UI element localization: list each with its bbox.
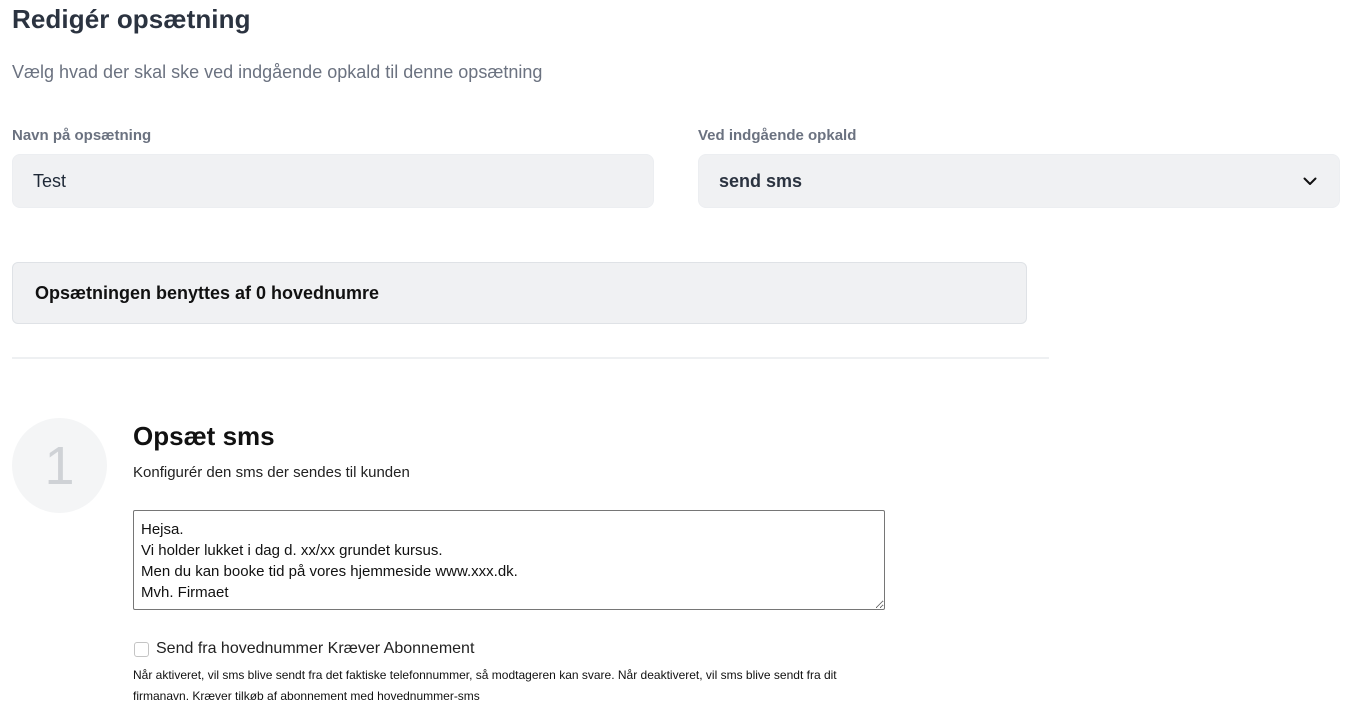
section-divider (12, 357, 1049, 359)
chevron-down-icon (1303, 173, 1319, 189)
step-number-badge (12, 418, 107, 513)
section-title: Opsæt sms (133, 421, 275, 451)
setup-name-label: Navn på opsætning (12, 127, 152, 144)
incoming-call-select[interactable] (698, 154, 1340, 208)
usage-info-text: Opsætningen benyttes af 0 hovednumre (35, 282, 380, 303)
send-from-main-number-checkbox[interactable] (134, 642, 149, 657)
section-description: Konfigurér den sms der sendes til kunden (133, 464, 410, 481)
setup-name-input[interactable] (12, 154, 654, 208)
incoming-call-label: Ved indgående opkald (698, 127, 857, 144)
incoming-call-selected-value: send sms (719, 170, 803, 191)
step-number: 1 (44, 435, 75, 496)
sms-message-textarea[interactable] (133, 510, 885, 610)
page-title: Redigér opsætning (12, 4, 251, 34)
send-from-main-number-label[interactable]: Send fra hovednummer Kræver Abonnement (156, 640, 475, 657)
send-from-main-number-help: Når aktiveret, vil sms blive sendt fra det faktiske telefonnummer, så modtageren kan svare. Når deaktiveret, vil sms blive sendt fra dit firmanavn. Kræver tilkøb af abonnement med hovednummer-sms (133, 668, 837, 703)
send-from-main-number-row (133, 640, 474, 658)
page-subtitle: Vælg hvad der skal ske ved indgående opkald til denne opsætning (12, 62, 543, 82)
usage-info-box (12, 262, 1027, 324)
